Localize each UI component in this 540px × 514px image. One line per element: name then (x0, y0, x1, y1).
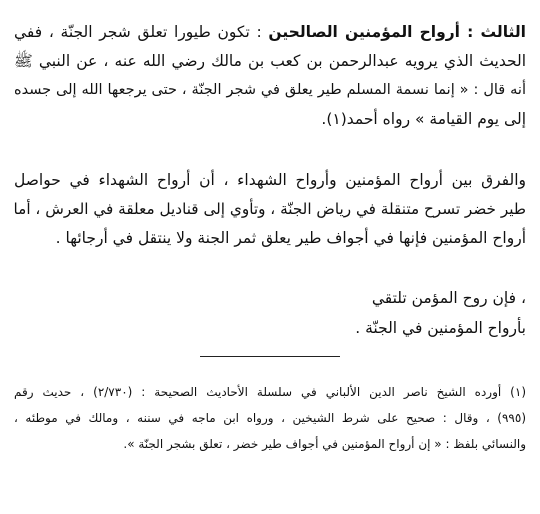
paragraph3-line1: ، فإن روح المؤمن تلتقي (371, 289, 526, 307)
paragraph1-line1 (14, 22, 526, 42)
footnote-line3: والنسائي بلفظ : « إن أرواح المؤمنين في أجواف طير خضر ، تعلق بشجر الجنّة ». (123, 437, 526, 451)
section-heading: الثالث : أرواح المؤمنين الصالحين (268, 23, 526, 41)
paragraph1-line1-text: : تكون طيورا تعلق شجر الجنّة ، ففي (14, 23, 269, 41)
footnote-line2: (٩٩٥) ، وقال : صحيح على شرط الشيخين ، ورواه ابن ماجه في سننه ، ومالك في موطئه ، (14, 411, 526, 425)
footnote-separator (200, 356, 340, 357)
paragraph1-line4: إلى يوم القيامة » رواه أحمد(١). (321, 110, 526, 128)
paragraph2-line3: أرواح المؤمنين فإنها في أجواف طير يعلق ثمر الجنة ولا ينتقل في أرجائها . (55, 229, 526, 247)
paragraph3-line2: بأرواح المؤمنين في الجنّة . (355, 319, 526, 337)
paragraph2-line2: طير خضر تسرح متنقلة في رياض الجنّة ، وتأوي إلى قناديل معلقة في العرش ، أما (13, 200, 526, 218)
paragraph2-line1: والفرق بين أرواح المؤمنين وأرواح الشهداء ، أن أرواح الشهداء في حواصل (14, 171, 526, 189)
footnote-line1: (١) أورده الشيخ ناصر الدين الألباني في سلسلة الأحاديث الصحيحة : (٢/٧٣٠) ، حديث رقم (14, 385, 526, 399)
paragraph1-line3: أنه قال : « إنما نسمة المسلم طير يعلق في شجر الجنّة ، حتى يرجعها الله إلى جسده (14, 82, 526, 98)
paragraph1-line2: الحديث الذي يرويه عبدالرحمن بن كعب بن مالك رضي الله عنه ، عن النبي ﷺ (14, 52, 526, 70)
